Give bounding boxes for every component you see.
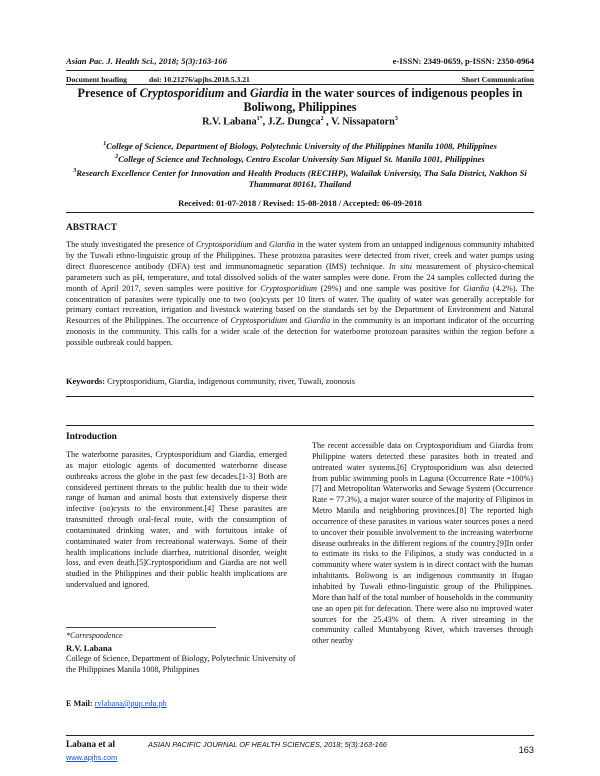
correspondence-label: *Correspondence (66, 631, 123, 640)
affiliations (66, 139, 534, 190)
author-list: R.V. Labana$^{1*}$, J.Z. Dungca$^2$ , V. Nissapatorn$^3$ (202, 116, 398, 128)
footer-website-link[interactable]: www.apjhs.com (66, 753, 118, 762)
article-type: Short Communication (461, 75, 534, 84)
affiliation-1: $^1$College of Science, Department of Biology, Polytechnic University of the Philippines Manila 1008, Philippines (103, 140, 497, 151)
header-rule (66, 70, 534, 71)
abstract-heading: ABSTRACT (66, 223, 118, 233)
footer-journal: ASIAN PACIFIC JOURNAL OF HEALTH SCIENCES, 2018; 5(3):163-166 (148, 740, 387, 749)
journal-reference: Asian Pac. J. Health Sci., 2018; 5(3):163-166 (66, 56, 227, 66)
intro-right-column: The recent accessible data on Cryptosporidium and Giardia from Philippine waters detected these parasites both in treated and untreated water systems.[6] Cryptosporidium was also detected from public swimming pools in Laguna (Occurrence Rate =100%)[7] and Metropolitan Waterworks and Sewage System (Occurrence Rate = 77.3%), a major water source of the majority of Filipinos in Metro Manila and neighboring provinces.[8] The reported high occurrence of these parasites in various water sources poses a need to uncover their possible involvement to the increasing waterborne disease outbreaks in the different regions of the country.[9]In order to estimate its risks to the Filipinos, a study was conducted in a community where water system is in direct contact with the human inhabitants. Boliwong is an indigenous community in Ifugao inhabited by Tuwali ethno-linguistic group of the Philippines. More than half of the total number of households in the community use an open pit for defecation. There were also no improved water sources for the 25.43% of them. A river streaming in the community called Muntabyong River, which traverses through other nearby (312, 441, 533, 646)
correspondence-email: E Mail: rvlabana@pup.edu.ph (66, 699, 167, 708)
page-number: 163 (518, 745, 534, 755)
intro-left-column: The waterborne parasites, Cryptosporidium and Giardia, emerged as major etiologic agents of documented waterborne disease outbreaks across the globe in the past few decades.[1-3] Both are considered pertinent threats to the public health due to their wide range of human and animal hosts that extensively disperse their infective (oo)cysts to the environment.[4] These parasites are transmitted through oral-fecal route, with the consumption of contaminated drinking water, and with fortuitous intake of contaminated water from recreational waterways. Some of their health implications include diarrhea, nutritional disorder, weight loss, and even death.[5]Cryptosporidium and Giardia are not well studied in the Philippines and their public health implications are undervalued and ignored. (66, 450, 287, 590)
affiliation-2: $^2$College of Science and Technology, Centro Escolar University San Miguel St. Manila 1001, Philippines (115, 154, 485, 165)
affiliation-3: $^3$Research Excellence Center for Innovation and Health Products (RECIHP), Walailak University, Tha Sala District, Nakhon Si Thammarat 80161, Thailand (73, 167, 527, 189)
received-rule (66, 212, 534, 213)
document-heading-row (66, 75, 534, 84)
doc-heading-rule (66, 84, 534, 85)
footer-rule (66, 735, 534, 736)
email-link[interactable]: rvlabana@pup.edu.ph (94, 699, 167, 708)
introduction-heading: Introduction (66, 432, 117, 442)
keywords: Keywords: Cryptosporidium, Giardia, indigenous community, river, Tuwali, zoonosis (66, 377, 355, 386)
correspondence-name: R.V. Labana (66, 643, 112, 653)
intro-top-rule (66, 425, 534, 426)
footer-author: Labana et al (66, 739, 116, 749)
received-dates: Received: 01-07-2018 / Revised: 15-08-2018 / Accepted: 06-09-2018 (178, 198, 422, 208)
abstract-bottom-rule (66, 396, 534, 397)
correspondence-divider (66, 627, 216, 628)
abstract-text: The study investigated the presence of Cryptosporidium and Giardia in the water system from an untapped indigenous community inhabited by the Tuwali ethno-linguistic group of the Philippines. These protozoa parasites were detected from river, creek and water pumps using direct fluorescence antibody (DFA) test and immunomagnetic separation (IMS) technique. In situ measurement of physico-chemical parameters such as pH, temperature, and total dissolved solids of the water samples were done. From the 24 samples collected during the month of April 2017, seven samples were positive for Cryptosporidium (29%) and one sample was positive for Giardia (4.2%). The concentration of parasites were typically one to two (oo)cysts per 10 liters of water. The quality of water was generally acceptable for primary contact recreation, irrigation and livestock watering based on the standards set by the Department of Environment and Natural Resources of the Philippines. The occurrence of Cryptosporidium and Giardia in the community is an important indicator of the occurring zoonosis in the community. This calls for a wider scale of the detection for waterborne protozoan parasites within the region before a possible outbreak could happen. (66, 240, 535, 348)
paper-title: Presence of Cryptosporidium and Giardia in the water sources of indigenous peoples in Boliwong, Philippines (77, 86, 523, 114)
correspondence-address: College of Science, Department of Biology, Polytechnic University of the Philippines Manila 1008, Philippines (66, 654, 296, 674)
document-heading: Document heading (66, 75, 127, 84)
doi: doi: 10.21276/apjhs.2018.5.3.21 (148, 75, 250, 84)
issn-info: e-ISSN: 2349-0659, p-ISSN: 2350-0964 (392, 56, 534, 66)
